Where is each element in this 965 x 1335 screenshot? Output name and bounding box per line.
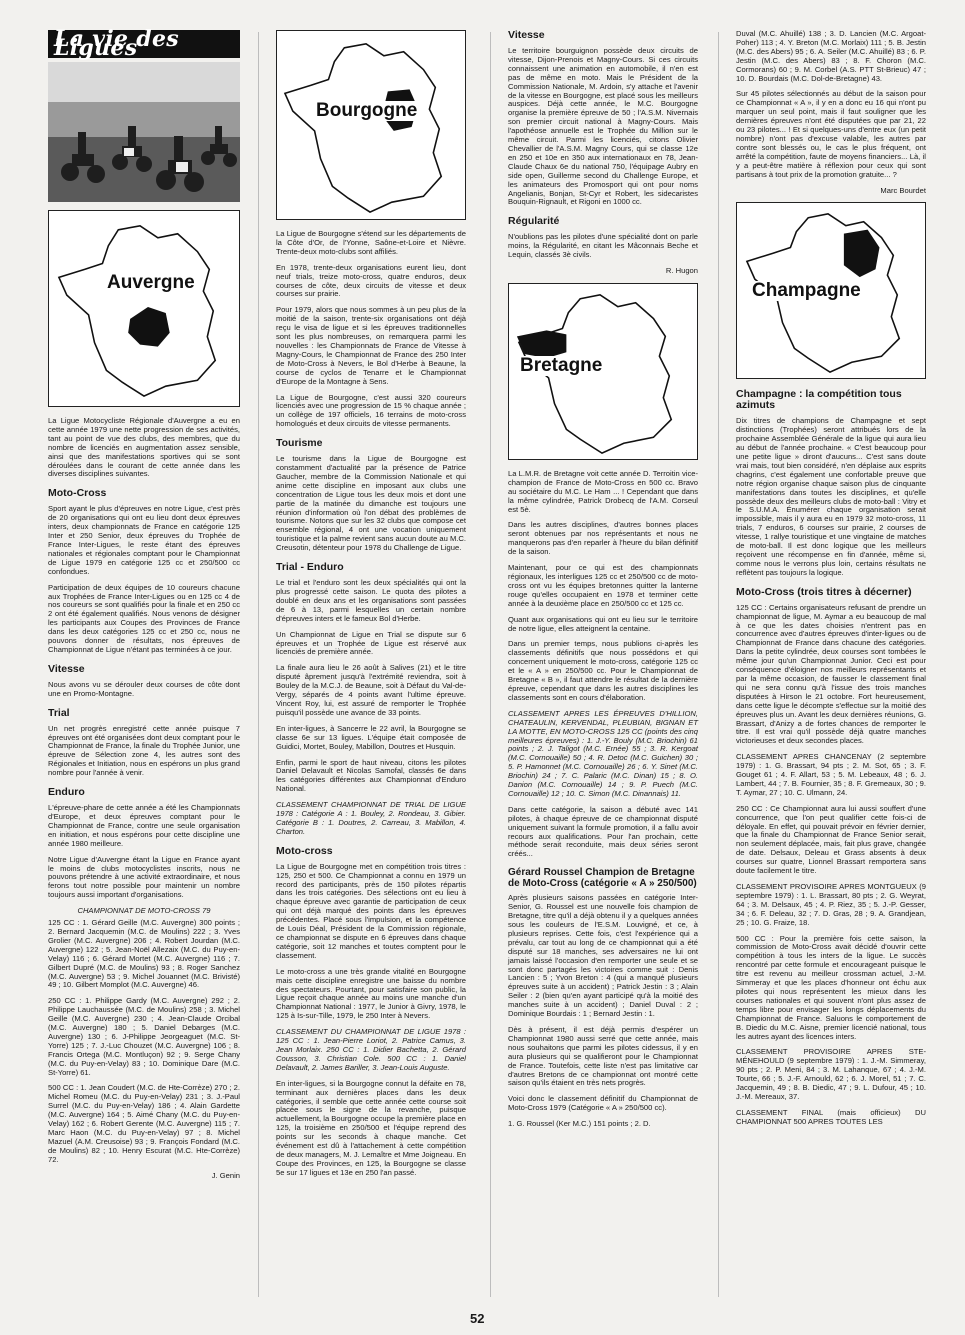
paragraph: La Ligue de Bourgogne met en compétition trois titres : 125, 250 et 500. Ce Championnat a connu en 1979 un record des participants, près de 150 pilotes répartis dans les trois catégories. Des sélections ont eu lieu à chaque épreuve avec garantie de participation de ceux qui ont déjà marqué des points dans les épreuves précédentes. Placé sous l'impulsion, et la compétence de Louis Déal, Président de la Commission régionale, ce championnat se dispute en 6 épreuves dans chaque catégorie, soit 12 manches et toutes comptent pour le classement. bbox=[276, 861, 466, 960]
paragraph: Nous avons vu se dérouler deux courses de côte dont une en Promo-Montagne. bbox=[48, 679, 240, 698]
paragraph: Maintenant, pour ce qui est des championnats régionaux, les interligues 125 cc et 250/500 cc de moto-cross ont vu les équipes bretonnes quitter la lanterne rouge qu'elles occupaient en 1978 et terminer cette année à la deuxième place en 250/500 cc et 125 cc. bbox=[508, 563, 698, 608]
paragraph: Dix titres de champions de Champagne et sept distinctions (Trophées) seront attribués lors de la prochaine Assemblée Générale de la ligue qui aura lieu au début de l'année prochaine. « C'est beaucoup pour une petite ligue » diront d'aucuns... C'est sans doute vrai mais, tout bien considéré, n'en déplaise aux esprits chagrins, c'est également une confortable preuve que notre région organise chaque saison plus de cinquante manifestations dans toutes les disciplines, et qu'elle possède deux des meilleurs clubs de moto-ball : Vitry et le S.U.M.A. Énumérer chaque organisation serait impossible, mais il y aura eu en 1979 32 moto-cross, 11 trials, 7 enduros, 6 courses sur prairie, 2 courses de vitesse, 1 rallye touristique et une vingtaine de matches de moto-ball. Il est donc logique que les meilleurs reçoivent une récompense en fin d'année, même si, comme nous le verrons plus loin, certains résultats ne reflètent pas toujours la logique. bbox=[736, 416, 926, 577]
motocross-photo-illustration bbox=[48, 62, 240, 202]
paragraph: Un net progrès enregistré cette année puisque 7 épreuves ont été organisées dont deux comptant pour le Championnat de France, la finale du Trophée Junior, une épreuve de Sélection zone 4, les autres sont des Régionales et Initiation, nous en espérons un plus grand nombre pour l'année à venir. bbox=[48, 723, 240, 778]
paragraph: Notre Ligue d'Auvergne étant la Ligue en France ayant le moins de clubs motocyclistes inscrits, nous ne pouvons prétendre à une activité extraordinaire, et nous ferons tout notre possible pour maintenir un nombre toujours aussi important d'organisations. bbox=[48, 854, 240, 900]
paragraph: La finale aura lieu le 26 août à Salives (21) et le titre disputé âprement jusqu'à l'extrémité reviendra, soit à Bouley de la M.C.J. de Beaune, soit à Défaut du Val-de-Vergy, séparés de 4 points avant l'ultime épreuve. Vincent Roy, lui, est assuré de remporter le Trophée puisqu'il possède une avance de 33 points. bbox=[276, 663, 466, 717]
results-125: CLASSEMENT APRES CHANCENAY (2 septembre 1979) : 1. G. Brassart, 94 pts ; 2. M. Sot, 65 ; 3. F. Gouget 61 ; 4. F. Allart, 53 ; 5. M. Lebeaux, 48 ; 6. J. Lambert, 44 ; 7. B. Fournier, 35 ; 8. F. Gremeaux, 30 ; 9. T. Aymar, 27 ; 10. C. Ulmann, 24. bbox=[736, 752, 926, 797]
paragraph: Participation de deux équipes de 10 coureurs chacune aux Trophées de France Inter-Ligues ou en 125 cc 4 de nos coureurs se sont qualifiés pour la finale et en 250 cc 2 ont été également qualifiés. Nous venons de désigner les participants aux Coupes des Provinces de France dans les deux catégories 125 cc et 250 cc, nous ne pouvons donner de résultats, nos épreuves de Championnat de Ligue n'étant pas terminées à ce jour. bbox=[48, 582, 240, 654]
section-heading: Tourisme bbox=[276, 437, 323, 450]
results-250: 250 CC : 1. Philippe Gardy (M.C. Auvergne) 292 ; 2. Philippe Lauchaussée (M.C. de Moulins) 258 ; 3. Michel Geille (M.C. Auvergne) 230 ; 4. Jean-Claude Orcibal (M.C. Auvergne) 180 ; 5. Daniel Debarges (M.C. Auvergne) 130 ; 6. J-Philippe Jeorgeaguet (M.C. St-Yorre) 125 ; 7. J.-Luc Chouzet (M.C. Auvergne) 106 ; 8. Francis Ortega (M.C. Montluçon) 92 ; 9. Serge Chany (M.C. du Puy-en-Velay) 83 ; 10. Dominique Dare (M.C. St-Yorre) 61. bbox=[48, 996, 240, 1077]
results-trial: CLASSEMENT CHAMPIONNAT DE TRIAL DE LIGUE 1978 : Catégorie A : 1. Bouley, 2. Rondeau, 3. Gibier. Catégorie B : 1. Doutres, 2. Carreau, 3. Mabillon, 4. Charton. bbox=[276, 800, 466, 836]
masthead bbox=[48, 26, 240, 61]
paragraph: Voici donc le classement définitif du Championnat de Moto-Cross 1979 (Catégorie « A » 250/500 cc). bbox=[508, 1094, 698, 1113]
results-title: CHAMPIONNAT DE MOTO-CROSS 79 bbox=[77, 906, 211, 916]
results-bretagne: CLASSEMENT APRES LES ÉPREUVES D'HILLION, CHATEAULIN, KERVENDAL, PLEUBIAN, BIGNAN ET LA MOTTE, EN MOTO-CROSS 125 CC (points des cinq meilleures épreuves) : 1. J.-Y. Bouly (M.C. Briochin) 61 points ; 2. J. Taligot (M.C. Ernée) 55 ; 3. R. Kergoat (M.C. Cornouaille) 50 ; 4. R. Detoc (M.C. Guichen) 30 ; 5. P. Hamonnet (M.C. Cornouaille) 26 ; 6. Y. Sinet (M.C. Briochin) 24 ; 7. C. Palaric (M.C. Dinan) 15 ; 8. O. Danion (M.C. Cornouaille) 14 ; 9. P. Puech (M.C. Cornouaille) 12 ; 10. C. Simon (M.C. Dinannais) 11. bbox=[508, 708, 698, 798]
section-heading: Moto-cross bbox=[276, 844, 333, 857]
paragraph: En inter-ligues, si la Bourgogne connut la défaite en 78, terminant aux dernières places dans les deux catégories, il semble que cette année cette course soit placée sous le signe de la revanche, puisque actuellement, la Bourgogne occupe la première place en 125, la troisième en 250/500 et l'équipe reprend des points sur les seconds à chaque manche. Cet événement est dû à l'attachement à cette compétition de deux managers, M. J. Lemaître et Mme Joigneau. En Coupe des Provinces, en 125, la Bourgogne se classe 5e sur 17 ligues et 13e en 250 l'an passé. bbox=[276, 1078, 466, 1177]
column-bourgogne bbox=[276, 30, 466, 1185]
paragraph: Quant aux organisations qui ont eu lieu sur le territoire de notre ligue, elles atteignent la centaine. bbox=[508, 614, 698, 633]
column-rule bbox=[490, 32, 491, 1297]
section-heading: Vitesse bbox=[48, 662, 85, 675]
paragraph: 250 CC : Ce Championnat aura lui aussi souffert d'une concurrence, que l'on peut qualifier cette fois-ci de déloyale. En effet, qui pouvait prévoir en février dernier, que la finale du Championnat de France Senior serait, non seulement déplacée, mais, fait plus grave, changée de date. Delsaux, Deleau et Grass absents à deux courses sur quatre, Lionnel Brassart remportera sans doute facilement le titre. bbox=[736, 803, 926, 876]
paragraph: Dès à présent, il est déjà permis d'espérer un Championnat 1980 aussi serré que cette année, mais nous souhaitons que parmi les pilotes cidessus, il y en aura plusieurs qui se qualifieront pour le Championnat de France. Toutefois, cette liste n'est pas limitative car d'autres Bretons de ce championnat ont montré cette saison qu'ils étaient en très nets progrès. bbox=[508, 1024, 698, 1088]
champagne-label: Champagne bbox=[749, 281, 864, 301]
paragraph: Dans cette catégorie, la saison a débuté avec 141 pilotes, à chaque épreuve de ce championnat disputé uniquement suivant la formule promotion, il a fallu avoir recours aux qualifications. Pour l'an prochain, cette méthode serait reconduite, mais deux séries seront créés... bbox=[508, 804, 698, 859]
champagne-map bbox=[736, 202, 926, 379]
motocross-photo bbox=[48, 62, 240, 202]
paragraph: Après plusieurs saisons passées en catégorie Inter-Senior, G. Roussel est une nouvelle fois champion de Bretagne, titre qu'il a déjà obtenu il y a quelques années sous les couleurs de l'E.S.M. Louvigné, et ce, à plusieurs reprises. Cette fois, c'est l'expérience qui a prévalu, car tout au long de ce championnat qui a été disputé sur 18 manches, ses adversaires ne lui ont jamais laissé l'occasion d'en remporter une seule et se sont donc partagés les victoires comme suit : Denis Lancien : 5 ; Yvon Breton : 4 (qui a manqué plusieurs épreuves suite à un accident) ; Patrick Jestin : 3 ; Alain Seiler : 2 (bien qu'en ayant participé qu'à la moitié des manches suite à un accident) ; Daniel Duval : 2 ; Dominique Bourdais : 1 ; Bernard Jestin : 1. bbox=[508, 893, 698, 1019]
results-final: CLASSEMENT FINAL (mais officieux) DU CHAMPIONNAT 500 APRES TOUTES LES bbox=[736, 1107, 926, 1126]
column-auvergne bbox=[48, 26, 240, 1188]
paragraph: Duval (M.C. Ahuillé) 138 ; 3. D. Lancien (M.C. Argoat-Poher) 113 ; 4. Y. Breton (M.C. Morlaix) 111 ; 5. B. Jestin (M.C. des Abers) 95 ; 6. A. Seiler (M.C. Ahuillé) 83 ; 6. P. Jestin (M.C. des Abers) 83 ; 8. F. Choron (M.C. Cormorans) 60 ; 9. M. Corbel (A.S. PTT St-Brieuc) 47 ; 10. D. Bourdais (M.C. Dol-de-Bretagne) 43. bbox=[736, 29, 926, 83]
bourgogne-map bbox=[276, 30, 466, 220]
section-heading: Gérard Roussel Champion de Bretagne de Moto-Cross (catégorie « A » 250/500) bbox=[508, 867, 697, 890]
author-signature: J. Genin bbox=[211, 1170, 240, 1180]
results-500: CLASSEMENT PROVISOIRE APRES STE-MÉNEHOULD (9 septembre 1979) : 1. J.-M. Simmeray, 90 pts ; 2. P. Meni, 84 ; 3. M. Lahanque, 67 ; 4. J.-M. Tourte, 66 ; 5. J.-F. Arnould, 62 ; 6. J. Morel, 51 ; 7. C. Jacquemin, 49 ; 8. B. Diedic, 47 ; 9. L. Dufour, 45 ; 10. J.-M. Mereaux, 37. bbox=[736, 1047, 926, 1101]
paragraph: La Ligue de Bourgogne, c'est aussi 320 coureurs licenciés avec une progression de 15 % chaque année ; un collège de 197 officiels, 16 terrains de moto-cross homologués et deux circuits de vitesse permanents. bbox=[276, 392, 466, 429]
results-motocross: CLASSEMENT DU CHAMPIONNAT DE LIGUE 1978 : 125 CC : 1. Jean-Pierre Loriot, 2. Patrice Camus, 3. Jean Morlaix. 250 CC : 1. Didier Bachetta, 2. Gérard Cousson, 3. Christian Cole. 500 CC : 1. Daniel Delavault, 2. James Bariller, 3. Jean-Louis Auguste. bbox=[276, 1027, 466, 1072]
paragraph: La Ligue Motocycliste Régionale d'Auvergne a eu en cette année 1979 une nette progression de ses activités, tant au point de vue des clubs, des membres, que du nombre de licenciés en augmentation assez sensible, ainsi que des manifestations sportives qui se sont déroulées dans le courant de cette année dans les diverses disciplines suivantes. bbox=[48, 416, 240, 479]
paragraph: Sport ayant le plus d'épreuves en notre Ligue, c'est près de 20 organisations qui ont eu lieu dont deux épreuves inters, deux championnats de France en catégorie 125 Inter et 250 Senior, deux épreuves du Trophée de France Inter-Ligues, le reste étant des épreuves nationales et régionales comptant pour le Championnat de Ligue 1979 en catégorie 125 cc et 250/500 cc confondues. bbox=[48, 504, 240, 576]
results-250: CLASSEMENT PROVISOIRE APRES MONTGUEUX (9 septembre 1979) : 1. L. Brassart, 80 pts ; 2. G. Weyrat, 64 ; 3. M. Delsaux, 45 ; 4. P. Riez, 35 ; 5. J.-P. Gesser, 34 ; 6. F. Deleau, 32 ; 7. D. Gras, 28 ; 9. A. Grandjean, 25 ; 10. G. Fraize, 18. bbox=[736, 882, 926, 927]
paragraph: Enfin, parmi le sport de haut niveau, citons les pilotes Daniel Delavault et Nicolas Samofal, classés 6e dans les catégories différentes aux Championnat d'Enduro National. bbox=[276, 757, 466, 794]
auvergne-label: Auvergne bbox=[104, 273, 198, 293]
section-heading: Régularité bbox=[508, 215, 560, 228]
results-125: 125 CC : 1. Gérard Geille (M.C. Auvergne) 300 points ; 2. Bernard Jacquemin (M.C. de Moulins) 222 ; 3. Yves Grolier (M.C. Auvergne) 206 ; 4. Robert Jourdan (M.C. Auvergne) 122 ; 5. Jean-Noël Allezaix (M.C. du Puy-en-Velay) 116 ; 6. Gérard Mortet (M.C. Auvergne) 116 ; 7. Gilbert Dupré (M.C. de Moulins) 93 ; 8. Roger Sanchez (M.C. Auvergne) 53 ; 9. Michel Jouannet (M.C. Brivisté) 49 ; 10. Gilbert Momplot (M.C. Auvergne) 46. bbox=[48, 918, 240, 990]
section-heading: Trial bbox=[48, 706, 70, 719]
author-signature: R. Hugon bbox=[665, 266, 698, 276]
section-heading: Trial - Enduro bbox=[276, 561, 344, 574]
column-bretagne bbox=[508, 30, 698, 1136]
paragraph: Dans les autres disciplines, d'autres bonnes places seront obtenues par nos représentants et nous ne manquerons pas d'en reparler à l'heure du bilan définitif de la saison. bbox=[508, 520, 698, 557]
paragraph: En 1978, trente-deux organisations eurent lieu, dont neuf trials, treize moto-cross, quatre enduros, deux courses de côte, deux circuits de vitesse et deux courses sur prairie. bbox=[276, 262, 466, 299]
paragraph: 1. G. Roussel (Ker M.C.) 151 points ; 2. D. bbox=[508, 1119, 651, 1129]
paragraph: L'épreuve-phare de cette année a été les Championnats d'Europe, et deux épreuves comptant pour le Championnat de France, contre une seule organisation en initiation, et nous espérons pour cette discipline une année 1980 meilleure. bbox=[48, 803, 240, 848]
paragraph: Pour 1979, alors que nous sommes à un peu plus de la moitié de la saison, trente-six organisations ont déjà reçu le visa de ligue et si les épreuves traditionnelles sont les plus nombreuses, on remarquera parmi les nouvelles : les Championnats de France de Vitesse à Magny-Cours, le Championnat de France des 250 Inter de Moto-Cross à Nevers, le Bol d'Herbe à Beaune, la course de cyclos de Tenarre et le Championnat d'Europe de la Montagne à Sens. bbox=[276, 305, 466, 386]
paragraph: Le trial et l'enduro sont les deux spécialités qui ont la plus progressé cette saison. Le quota des pilotes a doublé en deux ans et les organisations sont passées de 6 à 13, parmi lesquelles un certain nombre d'épreuves inters et le fameux Bol d'Herbe. bbox=[276, 578, 466, 623]
paragraph: En inter-ligues, à Sancerre le 22 avril, la Bourgogne se classe 6e sur 13 ligues. L'équipe était composée de Guidici, Mortet, Bouley, Mabillon, Doutres et Husquin. bbox=[276, 723, 466, 751]
paragraph: Dans un premier temps, nous publions ci-après les classements définitifs que nous possédons et qui concernent uniquement le moto-cross, catégorie 125 cc et le « A » en 250/500 cc. Pour le Championnat de Bretagne « B », il faut attendre le résultat de la dernière épreuve, cependant que dans les autres disciplines les classements sont en cours d'élaboration. bbox=[508, 639, 698, 702]
bretagne-label: Bretagne bbox=[517, 356, 605, 376]
column-rule bbox=[258, 32, 259, 1297]
paragraph: Un Championnat de Ligue en Trial se dispute sur 6 épreuves et un Trophée de Ligue est réservé aux licenciés de première année. bbox=[276, 629, 466, 657]
france-outline-icon bbox=[49, 211, 239, 406]
paragraph: Le tourisme dans la Ligue de Bourgogne est constamment d'actualité par la présence de Patrice Gaucher, membre de la Commission Nationale et qui anime cette discipline en imposant aux clubs une concentration de Ligue tous les deux mois et dont une partie de la matinée du dimanche est toujours une réunion d'information où l'on débat des problèmes de tourisme. Notons que sur les 32 clubs que compose cet ensemble régional, 4 ont une vocation uniquement touristique et la palme revient sans aucun doute au M.C. Creusotin, détenteur pour 1978 du Challenge de Ligue. bbox=[276, 454, 466, 553]
paragraph: La L.M.R. de Bretagne voit cette année D. Terroitin vice-champion de France de Moto-Cross en 500 cc. Bravo au sociétaire du M.C. Le Ham ... ! Cependant que dans la même cylindrée, Patrick Drobecq de l'A.M. Corseul est 5è. bbox=[508, 468, 698, 514]
section-heading: Moto-Cross (trois titres à décerner) bbox=[736, 585, 912, 598]
bourgogne-label: Bourgogne bbox=[313, 101, 420, 121]
paragraph: Sur 45 pilotes sélectionnés au début de la saison pour ce Championnat « A », il y en a donc eu 16 qui n'ont pu marquer un seul point, mais il faut souligner que les dernières épreuves n'ont été disputées que par 21, 22 ou 23 pilotes... ! Et si quelques-uns d'entre eux (un petit nombre) n'ont pas d'excuse valable, les autres par contre sont blessés ou, le cas le plus fréquent, ont arrêté la compétition, faute de moyens financiers... Là, il y a peut-être matière à réflexion pour ceux qui sont partisans à tout prix de la promotion gratuite... ? bbox=[736, 89, 926, 179]
paragraph: 500 CC : Pour la première fois cette saison, la commission de Moto-Cross avait décidé d'ouvrir cette compétition à tous les inters de la ligue. Le succès rencontré par cette formule et encourageant puisque le titre est revenu au meilleur crossman actuel, J.-M. Simmeray et que les places d'honneur ont échu aux pilotes qui nous représentent les mieux dans les courses nationales et qui souvent n'ont plus assez de temps libre pour envisager les longs déplacements du Championnat de France. Saluons le comportement de B. Diedic du M.C. Aisne, premier licencié national, tous les autres ayant des licences inters. bbox=[736, 933, 926, 1041]
page-number: 52 bbox=[470, 1311, 485, 1326]
section-heading: Enduro bbox=[48, 786, 85, 799]
paragraph: 125 CC : Certains organisateurs refusant de prendre un championnat de ligue, M. Aymar a eu beaucoup de mal à ce que les dates choisies n'entrent pas en concurrence avec d'autres épreuves d'inter-ligues ou de Championnat de France dans chacune des catégories. Dans la petite cylindrée, deux courses sont tombées le même jour qu'un Championnat Junior. Ceci est pour conséquence d'éloigner nos meilleurs représentants et par la même occasion, de fausser le classement final qui ne sera connu qu'à l'issue des trois manches disputées à Hirson le 21 octobre. Fort heureusement, dans cette ligue le décompte s'effectue sur la moitié des épreuves plus un. Avant les deux dernières réunions, G. Brassart, d'Anizy a de fortes chances de remporter le titre. Il est vrai qu'il possède déjà quatre manches victorieuses et deux secondes places. bbox=[736, 602, 926, 746]
column-rule bbox=[718, 32, 719, 1297]
author-signature: Marc Bourdet bbox=[880, 185, 926, 195]
france-outline-icon bbox=[277, 31, 465, 219]
masthead-title: La vie des Ligues bbox=[54, 26, 179, 61]
column-champagne bbox=[736, 30, 926, 1134]
paragraph: Le territoire bourguignon possède deux circuits de vitesse, Dijon-Prenois et Magny-Cours. Si ces circuits connaissent une animation en automobile, il n'en est pas de même en moto. Mais le Président de la Commission Nationale, M. Ardoin, s'y attache et l'avenir de la vitesse en Bourgogne, est placé sous les meilleurs auspices. Déjà cette année, le M.C. Bourgogne organise la première épreuve de 50 ; l'A.S.M. Nivernais son premier circuit national à Magny-Cours. Mais l'apothéose annuelle est le Trophée du Million sur le même circuit. Parmi les licenciés, citons Olivier Chevallier de l'A.S.M. Magny Cours, qui se classe 12e en 250 et 10e en 350 aux internationaux en 78, Jean-Claude Chaux 6e du national 750, l'équipage Aubry en side open, Guillerme second du Challenge Europe, et les animateurs des Promosport qui ont pour noms Angelianis, Bonjan, St-Cyr et Robert, les sidecaristes Bouquin-Rignault, et Rigoni en 1000 cc. bbox=[508, 46, 698, 207]
paragraph: Le moto-cross a une très grande vitalité en Bourgogne mais cette discipline enregistre une baisse du nombre des spectateurs. Pourtant, pour satisfaire son public, la Ligue reçoit chaque année au moins une manche d'un Championnat National : 1977, le Junior à Givry, 1978, le 125 à Is-sur-Tille, 1979, le 250 Inter à Nevers. bbox=[276, 966, 466, 1021]
auvergne-map bbox=[48, 210, 240, 407]
section-heading: Vitesse bbox=[508, 29, 545, 41]
section-heading: Champagne : la compétition tous azimuts bbox=[736, 388, 902, 412]
results-500: 500 CC : 1. Jean Coudert (M.C. de Hte-Corrèze) 270 ; 2. Michel Romeu (M.C. du Puy-en-Velay) 231 ; 3. J.-Paul Surrel (M.C. du Puy-en-Velay) 186 ; 4. Alain Gardette (M.C. Auvergne) 164 ; 5. Aimé Chany (M.C. du Puy-en-Velay) 162 ; 6. Robert Gerente (M.C. Auvergne) 115 ; 7. Marc Haon (M.C. du Puy-en-Velay) 97 ; 8. Michel Mazuel (A.M. Creusoise) 93 ; 9. François Fondard (M.C. de Moulins) 82 ; 10. Henry Escurat (M.C. Hte-Corrèze) 72. bbox=[48, 1083, 240, 1164]
paragraph: N'oublions pas les pilotes d'une spécialité dont on parle moins, la Régularité, en citant les Mâconnais Beche et Lequin, classés 3è civils. bbox=[508, 232, 698, 260]
section-heading: Moto-Cross bbox=[48, 487, 107, 500]
paragraph: La Ligue de Bourgogne s'étend sur les départements de la Côte d'Or, de l'Yonne, Saône-et-Loire et Nièvre. Trente-deux moto-clubs sont affiliés. bbox=[276, 229, 466, 256]
bretagne-map bbox=[508, 283, 698, 460]
